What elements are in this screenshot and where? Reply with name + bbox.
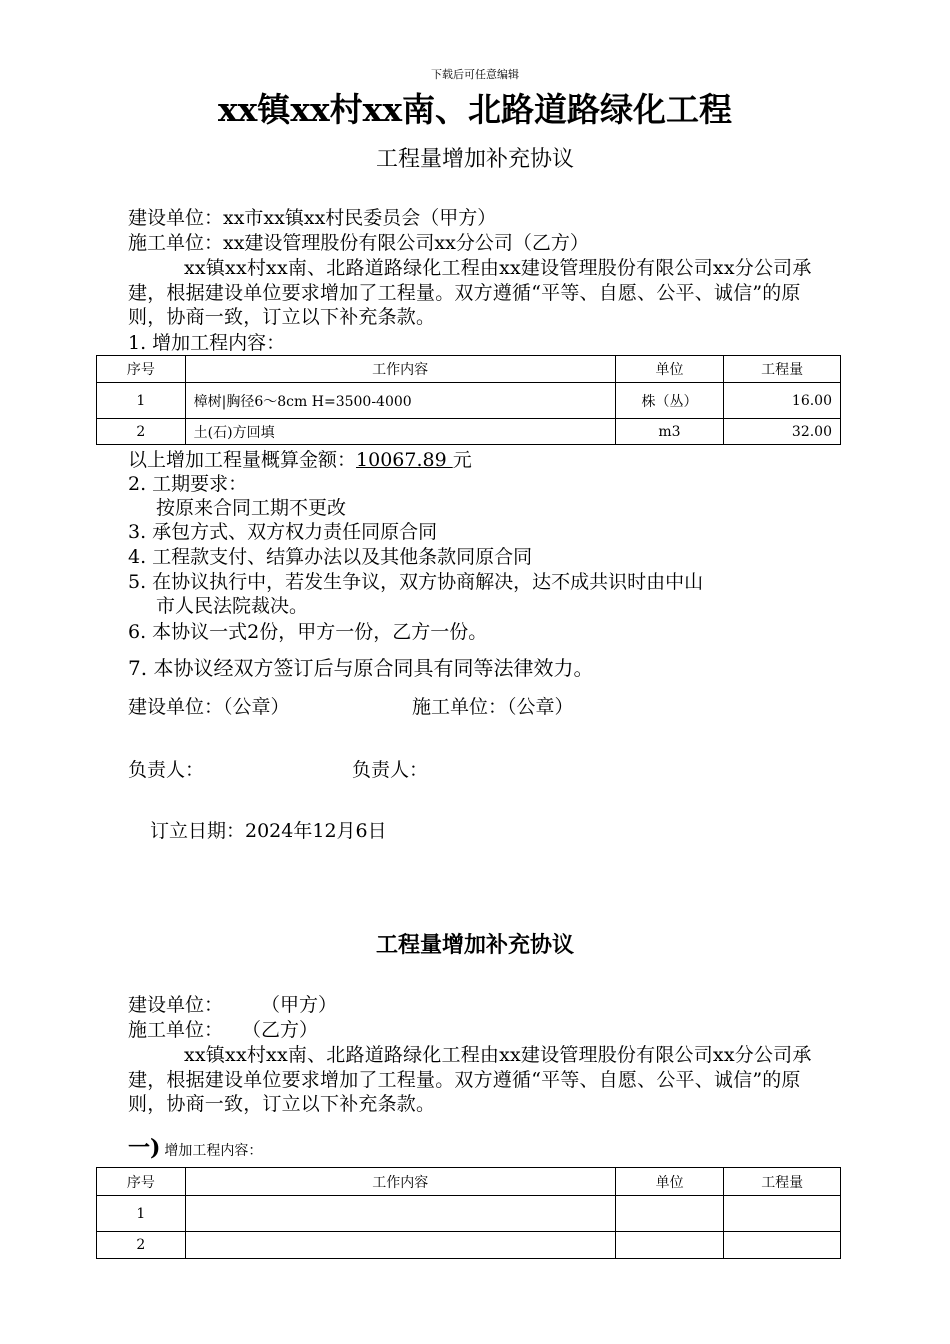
sign-party-b: 施工单位：（公章）	[412, 696, 574, 718]
table-header-cell: 工作内容	[185, 1168, 615, 1196]
amount-label: 以上增加工程量概算金额：	[128, 449, 357, 471]
table-header-cell: 序号	[97, 356, 186, 383]
table-cell: m3	[615, 419, 724, 445]
table-row	[97, 419, 841, 445]
table-cell	[185, 1232, 615, 1259]
table-cell: 32.00	[724, 419, 841, 445]
responsible-a: 负责人：	[128, 759, 205, 781]
intro-paragraph: xx镇xx村xx南、北路道路绿化工程由xx建设管理股份有限公司xx分公司承建，根据建设单位要求增加了工程量。双方遵循“平等、自愿、公平、诚信”的原则，协商一致，订立以下补充条款。	[128, 257, 812, 328]
table-header-row	[97, 356, 841, 383]
table-header-cell: 单位	[615, 1168, 724, 1196]
table-header-cell: 工程量	[724, 356, 841, 383]
amount-line	[128, 448, 472, 472]
party-b-line: 施工单位：xx建设管理股份有限公司xx分公司（乙方）	[128, 232, 589, 254]
table-cell	[615, 1196, 724, 1232]
table-cell: 2	[97, 1232, 186, 1259]
table-row	[97, 383, 841, 419]
document-subtitle: 工程量增加补充协议	[375, 147, 574, 172]
item-5-line-2: 市人民法院裁决。	[156, 595, 309, 617]
table-cell	[724, 1196, 841, 1232]
item-5-line-1: 5. 在协议执行中，若发生争议，双方协商解决，达不成共识时由中山	[128, 571, 704, 593]
table-cell: 2	[97, 419, 186, 445]
second-title: 工程量增加补充协议	[375, 932, 574, 958]
work-table	[96, 355, 841, 445]
table-cell: 樟树|胸径6～8cm H=3500-4000	[185, 383, 615, 419]
second-intro-paragraph: xx镇xx村xx南、北路道路绿化工程由xx建设管理股份有限公司xx分公司承建，根据建设单位要求增加了工程量。双方遵循“平等、自愿、公平、诚信”的原则，协商一致，订立以下补充条款。	[128, 1044, 812, 1115]
item-7: 7. 本协议经双方签订后与原合同具有同等法律效力。	[128, 656, 594, 680]
table-cell	[615, 1232, 724, 1259]
table-cell: 株（丛）	[615, 383, 724, 419]
table-cell: 1	[97, 383, 186, 419]
document-title: xx镇xx村xx南、北路道路绿化工程	[217, 90, 733, 129]
party-a-line: 建设单位：xx市xx镇xx村民委员会（甲方）	[128, 207, 497, 229]
responsible-b: 负责人：	[352, 759, 429, 781]
item-2-detail: 按原来合同工期不更改	[156, 497, 347, 519]
item-3: 3. 承包方式、双方权力责任同原合同	[128, 521, 438, 543]
item-1-heading: 1. 增加工程内容：	[128, 332, 286, 354]
table-cell: 1	[97, 1196, 186, 1232]
table-cell	[185, 1196, 615, 1232]
second-party-a: 建设单位： （甲方）	[128, 994, 338, 1016]
signing-date: 订立日期：2024年12月6日	[150, 820, 387, 842]
table-header-cell: 单位	[615, 356, 724, 383]
amount-unit: 元	[452, 449, 472, 471]
second-work-table	[96, 1167, 841, 1259]
table-cell	[724, 1232, 841, 1259]
table-cell: 土(石)方回填	[185, 419, 615, 445]
amount-value: 10067.89	[356, 449, 453, 471]
item-4: 4. 工程款支付、结算办法以及其他条款同原合同	[128, 546, 533, 568]
table-header-cell: 序号	[97, 1168, 186, 1196]
table-row	[97, 1196, 841, 1232]
table-row	[97, 1232, 841, 1259]
item-6: 6. 本协议一式2份，甲方一份，乙方一份。	[128, 621, 488, 643]
second-item-1-marker: 一)	[128, 1135, 161, 1161]
second-item-1-heading	[128, 1131, 262, 1162]
sign-party-a: 建设单位：（公章）	[128, 696, 290, 718]
table-cell: 16.00	[724, 383, 841, 419]
table-header-cell: 工作内容	[185, 356, 615, 383]
second-party-b: 施工单位： （乙方）	[128, 1019, 319, 1041]
item-2-heading: 2. 工期要求：	[128, 473, 248, 495]
table-header-cell: 工程量	[724, 1168, 841, 1196]
header-note: 下载后可任意编辑	[431, 68, 519, 81]
second-item-1-text: 增加工程内容：	[164, 1143, 263, 1159]
table-header-row	[97, 1168, 841, 1196]
